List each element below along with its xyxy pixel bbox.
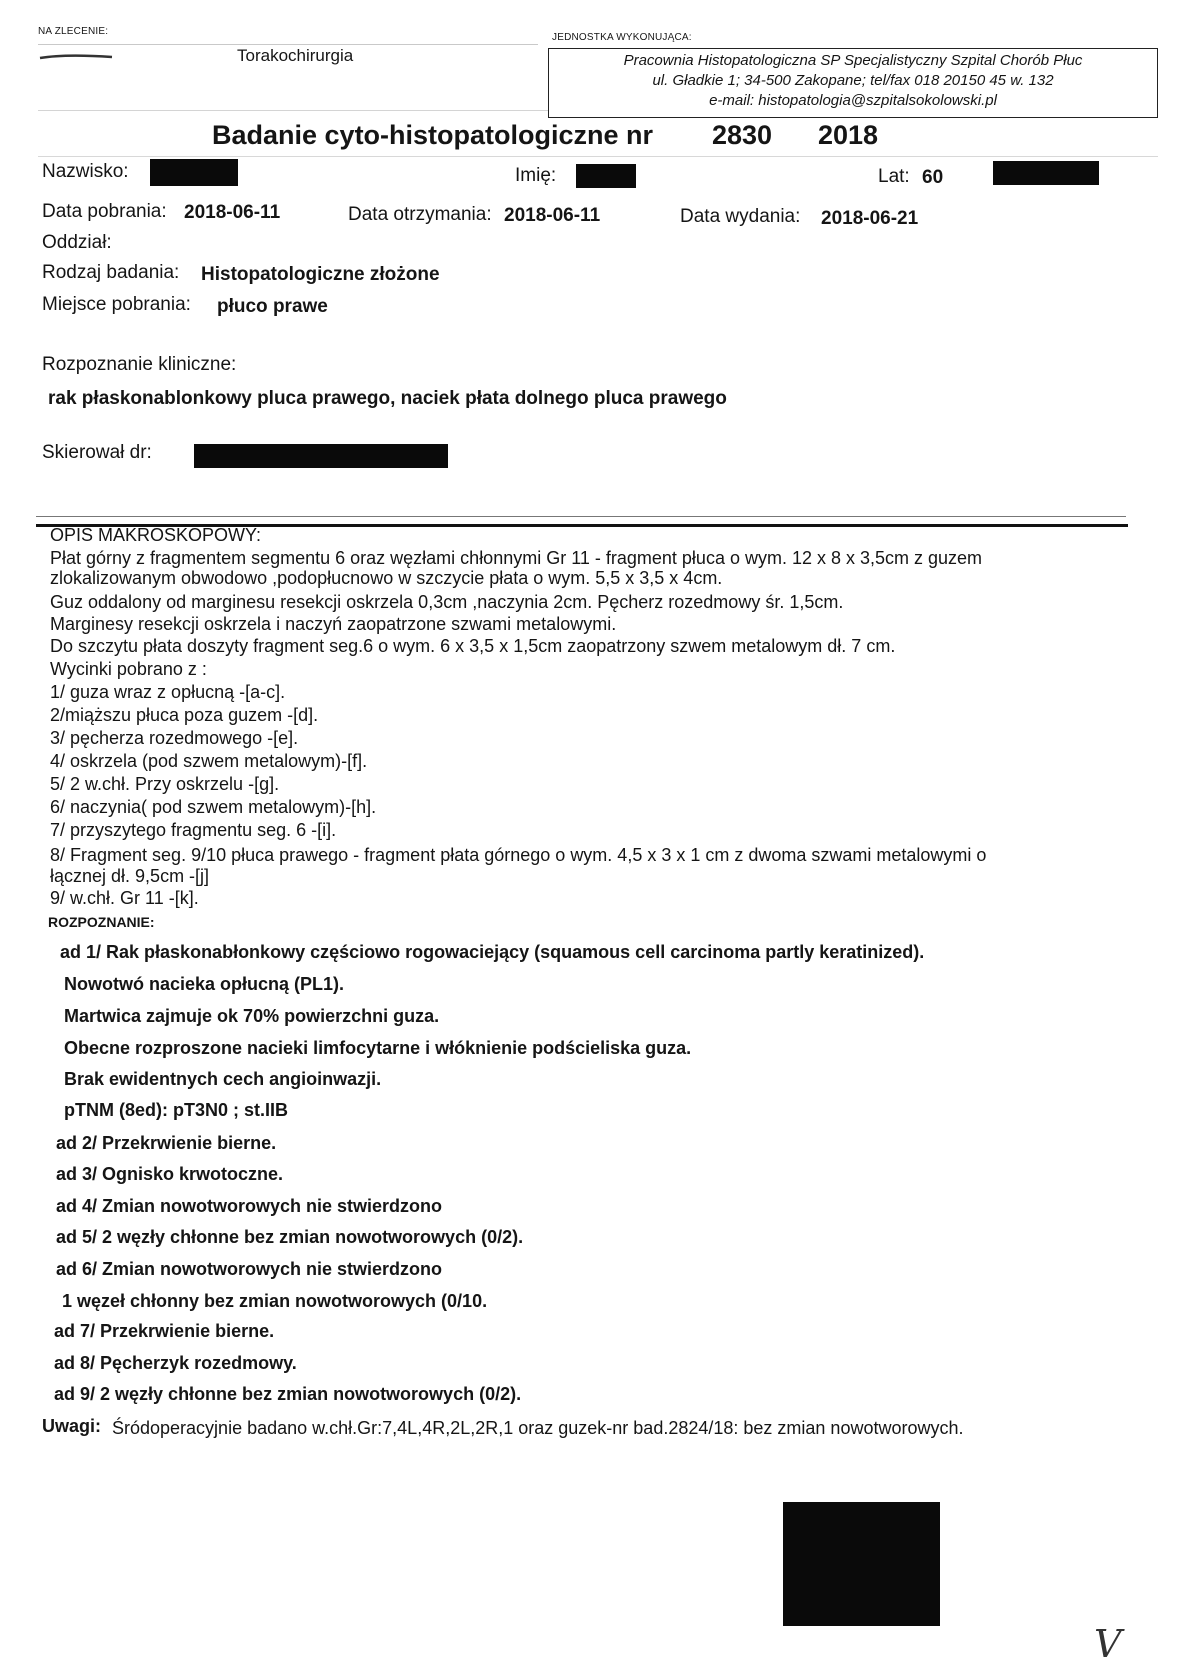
diagnosis-line: ad 3/ Ognisko krwotoczne. <box>56 1164 284 1184</box>
diagnosis-line: Martwica zajmuje ok 70% powierzchni guza. <box>64 1006 440 1026</box>
diagnosis-line: ad 8/ Pęcherzyk rozedmowy. <box>54 1353 297 1373</box>
clinical-diagnosis-label: Rozpoznanie kliniczne: <box>42 354 237 375</box>
macro-line: 8/ Fragment seg. 9/10 płuca prawego - fragment płata górnego o wym. 4,5 x 3 x 1 cm z dwoma szwami metalowymi o <box>50 845 987 865</box>
surname-label: Nazwisko: <box>42 161 129 182</box>
diagnosis-line: Obecne rozproszone nacieki limfocytarne i włóknienie podścieliska guza. <box>64 1038 692 1058</box>
macro-line: Guz oddalony od marginesu resekcji oskrzela 0,3cm ,naczynia 2cm. Pęcherz rozedmowy śr. 1,5cm. <box>50 592 844 612</box>
macro-line: Do szczytu płata doszyty fragment seg.6 o wym. 6 x 3,5 x 1,5cm zaopatrzony szwem metalowym dł. 7 cm. <box>50 636 896 656</box>
ordered-by-label: NA ZLECENIE: <box>38 26 109 37</box>
diagnosis-line: pTNM (8ed): pT3N0 ; st.IIB <box>64 1100 288 1120</box>
collected-date: 2018-06-11 <box>184 202 281 223</box>
report-number: 2830 <box>712 120 773 150</box>
diagnosis-line: ad 6/ Zmian nowotworowych nie stwierdzono <box>56 1259 443 1279</box>
lab-address: ul. Gładkie 1; 34-500 Zakopane; tel/fax 018 20150 45 w. 132 <box>652 72 1054 89</box>
macro-heading: OPIS MAKROSKOPOWY: <box>50 525 262 545</box>
executing-unit-box <box>548 48 1158 118</box>
diagnosis-line: Nowotwó nacieka opłucną (PL1). <box>64 974 345 994</box>
issued-date-label: Data wydania: <box>680 206 801 227</box>
sampling-site-label: Miejsce pobrania: <box>42 294 191 315</box>
diagnosis-line: 1 węzeł chłonny bez zmian nowotworowych (0/10. <box>62 1291 488 1311</box>
header-rule <box>38 44 538 45</box>
report-title: Badanie cyto-histopatologiczne nr <box>212 120 654 150</box>
issued-date: 2018-06-21 <box>821 208 919 229</box>
diagnosis-line: ad 2/ Przekrwienie bierne. <box>56 1133 277 1153</box>
diagnosis-heading: ROZPOZNANIE: <box>48 914 155 930</box>
lab-email: e-mail: histopatologia@szpitalsokolowski.pl <box>709 92 997 109</box>
collected-date-label: Data pobrania: <box>42 201 167 222</box>
exam-type: Histopatologiczne złożone <box>201 264 440 285</box>
macro-line: Wycinki pobrano z : <box>50 659 207 679</box>
ordering-unit: Torakochirurgia <box>237 46 354 65</box>
id-redaction <box>993 161 1099 185</box>
macro-line: 9/ w.chł. Gr 11 -[k]. <box>50 888 199 908</box>
first-name-label: Imię: <box>515 165 557 186</box>
first-name-redaction <box>576 164 636 188</box>
macro-line: 6/ naczynia( pod szwem metalowym)-[h]. <box>50 797 377 817</box>
macro-line: 7/ przyszytego fragmentu seg. 6 -[i]. <box>50 820 337 840</box>
remarks-text: Śródoperacyjnie badano w.chł.Gr:7,4L,4R,2L,2R,1 oraz guzek-nr bad.2824/18: bez zmian nowotworowych. <box>112 1418 964 1438</box>
report-year: 2018 <box>818 120 879 150</box>
clinical-diagnosis: rak płaskonablonkowy pluca prawego, naciek płata dolnego pluca prawego <box>48 388 727 409</box>
section-thin-rule <box>36 516 1126 517</box>
diagnosis-line: ad 5/ 2 węzły chłonne bez zmian nowotworowych (0/2). <box>56 1227 524 1247</box>
diagnosis-line: ad 4/ Zmian nowotworowych nie stwierdzono <box>56 1196 443 1216</box>
diagnosis-line: Brak ewidentnych cech angioinwazji. <box>64 1069 382 1089</box>
surname-redaction <box>150 159 238 186</box>
diagnosis-line: ad 7/ Przekrwienie bierne. <box>54 1321 275 1341</box>
diagnosis-line: ad 1/ Rak płaskonabłonkowy częściowo rogowaciejący (squamous cell carcinoma partly keratinized). <box>60 942 925 962</box>
sampling-site: płuco prawe <box>217 296 328 317</box>
exam-type-label: Rodzaj badania: <box>42 262 180 283</box>
handwritten-mark-icon <box>38 52 114 62</box>
header-bottom-rule <box>38 110 548 111</box>
macro-line: 1/ guza wraz z opłucną -[a-c]. <box>50 682 286 702</box>
remarks-label: Uwagi: <box>42 1416 102 1436</box>
title-rule <box>38 156 1158 157</box>
macro-line: Marginesy resekcji oskrzela i naczyń zaopatrzone szwami metalowymi. <box>50 614 617 634</box>
margin-mark: V <box>1094 1622 1122 1666</box>
macro-line: 3/ pęcherza rozedmowego -[e]. <box>50 728 299 748</box>
macro-line: łącznej dł. 9,5cm -[j] <box>50 866 210 886</box>
age-value: 60 <box>922 167 944 188</box>
macro-line: 5/ 2 w.chł. Przy oskrzelu -[g]. <box>50 774 280 794</box>
received-date: 2018-06-11 <box>504 205 601 226</box>
lab-name: Pracownia Histopatologiczna SP Specjalistyczny Szpital Chorób Płuc <box>623 52 1083 69</box>
macro-line: 2/miąższu płuca poza guzem -[d]. <box>50 705 319 725</box>
age-label: Lat: <box>878 166 910 187</box>
macro-line: Płat górny z fragmentem segmentu 6 oraz węzłami chłonnymi Gr 11 - fragment płuca o wym. 12 x 8 x 3,5cm z guzem <box>50 548 983 568</box>
referring-doctor-redaction <box>194 444 448 468</box>
referring-doctor-label: Skierował dr: <box>42 442 152 463</box>
signature-redaction <box>783 1502 940 1626</box>
diagnosis-line: ad 9/ 2 węzły chłonne bez zmian nowotworowych (0/2). <box>54 1384 522 1404</box>
executing-unit-label: JEDNOSTKA WYKONUJĄCA: <box>552 32 692 43</box>
department-label: Oddział: <box>42 232 112 253</box>
received-date-label: Data otrzymania: <box>348 204 492 225</box>
macro-line: 4/ oskrzela (pod szwem metalowym)-[f]. <box>50 751 368 771</box>
macro-line: zlokalizowanym obwodowo ,podopłucnowo w szczycie płata o wym. 5,5 x 3,5 x 4cm. <box>50 568 723 588</box>
